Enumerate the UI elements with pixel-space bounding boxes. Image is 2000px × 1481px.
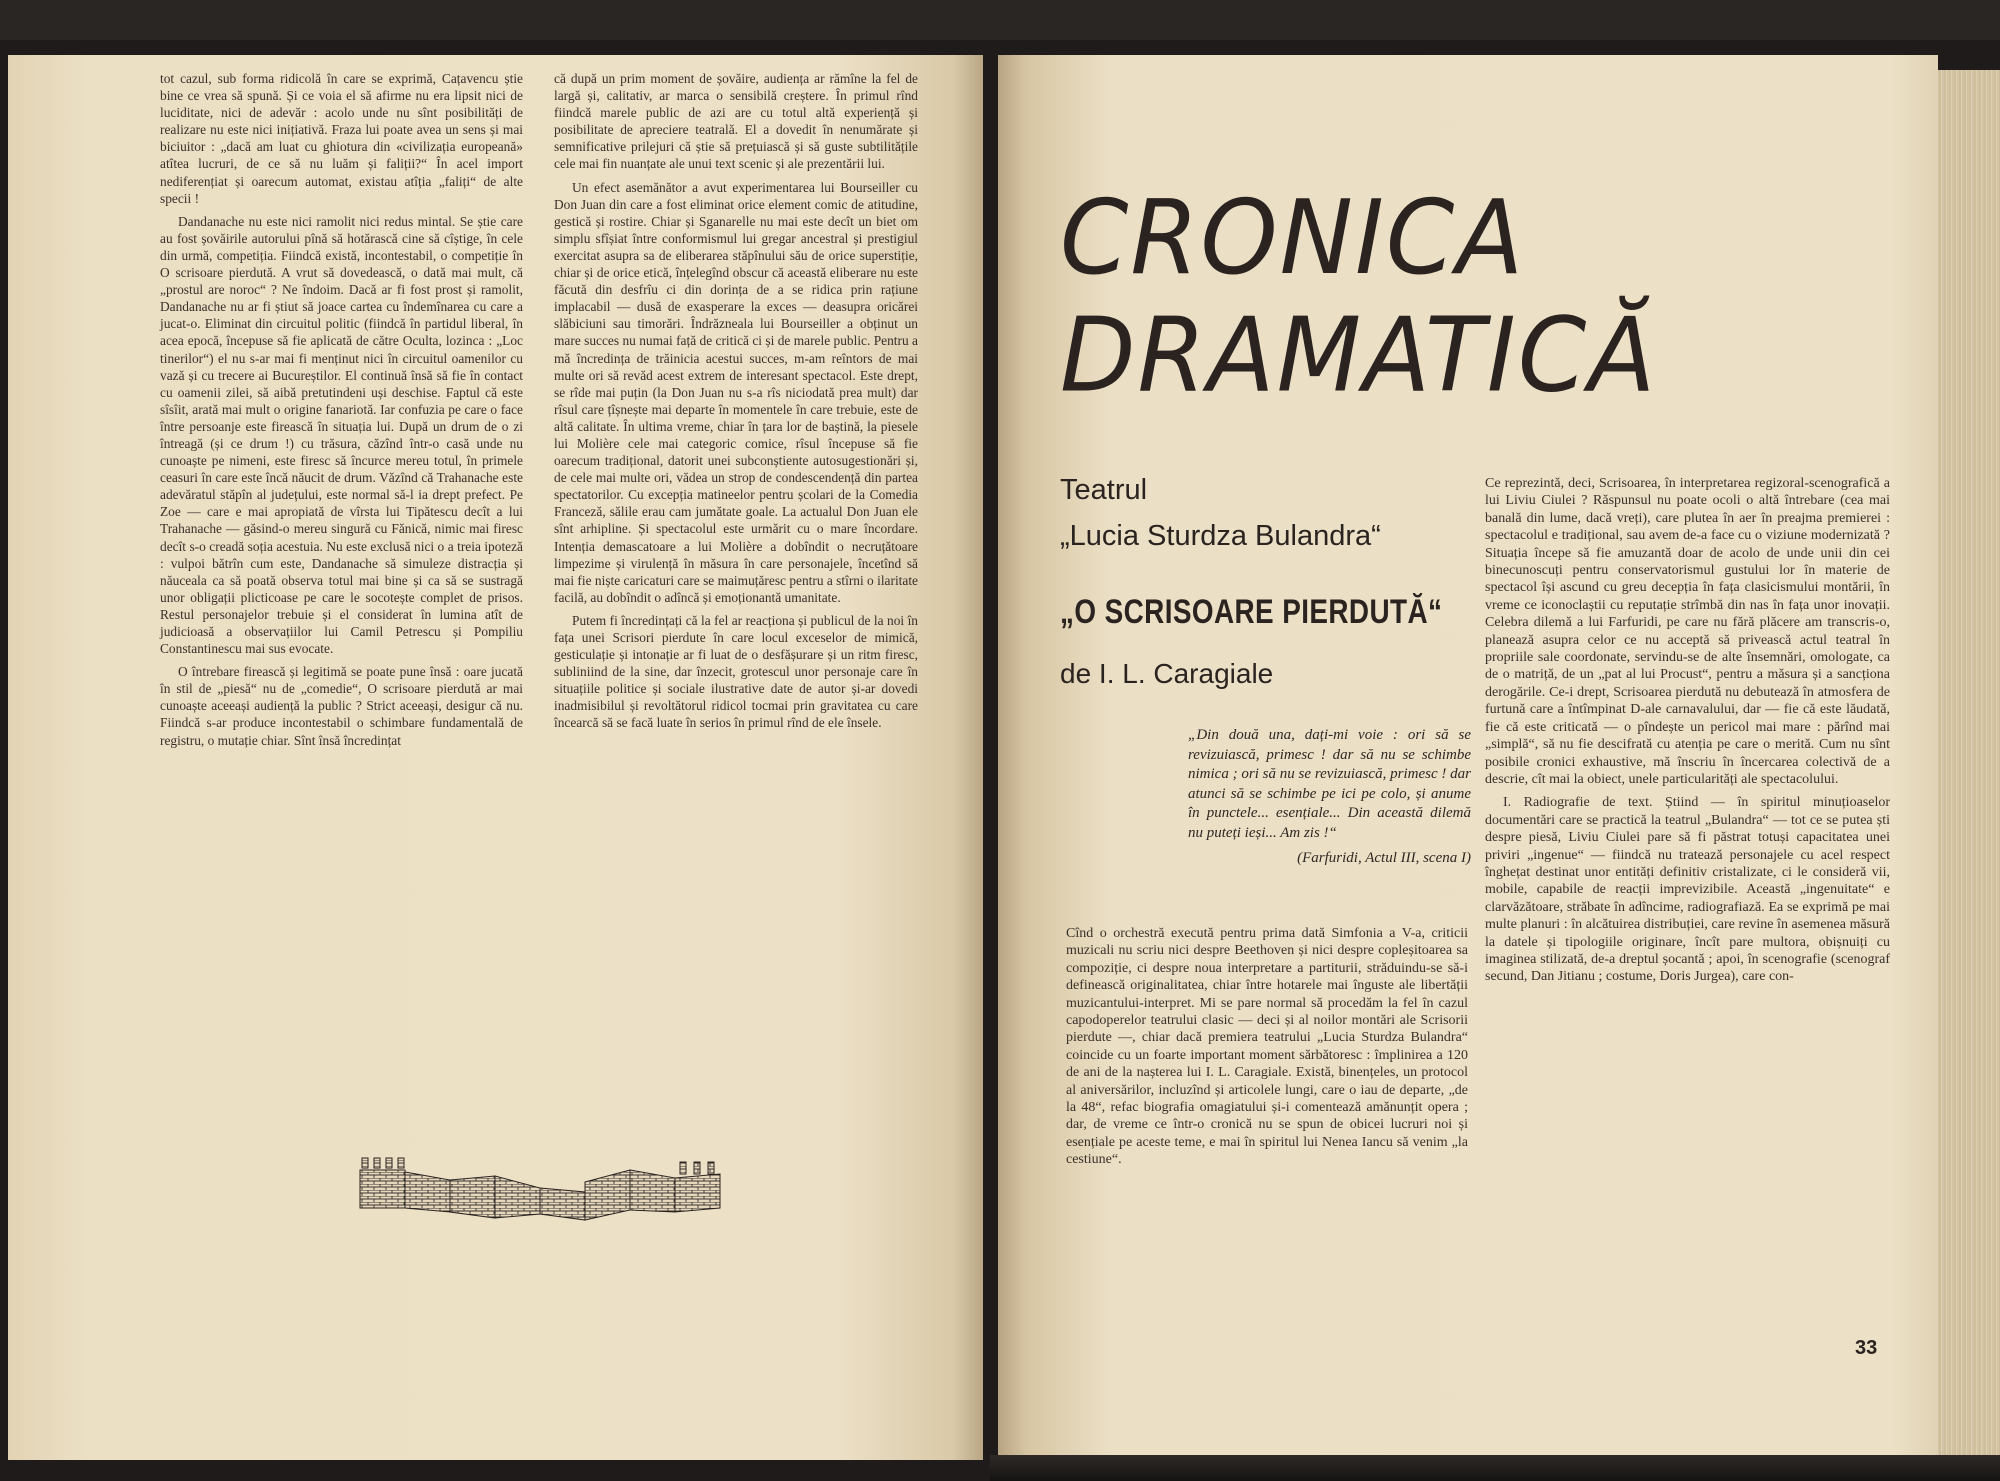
right-page-column-2 <box>1485 475 1890 986</box>
paragraph: O întrebare firească și legitimă se poate pune însă : oare jucată în stil de „piesă“ nu de „comedie“, O scrisoare pierdută ar mai cunoaște aceeași audiență la public ? Strict aceeași, desigur că nu. Fiindcă s-ar produce incontestabil o schimbare fundamentală de registru, o mutație chiar. Sînt însă încredințat <box>160 664 523 748</box>
paragraph: Putem fi încredințați că la fel ar reacționa și publicul de la noi în fața unei Scrisori pierdute în care locul exceselor de mimică, gesticulație și intonație ar fi luat de o desfășurare și un ritm firesc, subliniind de la sine, dar înzecit, grotescul unor personaje care în situațiile politice și sociale ilustrative date de autor și-ar dovedi inadmisibilul și revoltătorul ridicol tocmai prin gravitatea cu care încearcă să se facă luate în serios în primul rînd de ele însele. <box>554 612 918 731</box>
brick-wall-ornament <box>350 1148 730 1230</box>
paragraph: Un efect asemănător a avut experimentarea lui Bourseiller cu Don Juan din care a fost eliminat orice element comic de atitudine, gestică și rostire. Chiar și Sganarelle nu mai este decît un biet om simplu sfîșiat între conformismul lui gregar ancestral și prestigiul exercitat asupra sa de eliberarea stăpînului său de orice superstiție, chiar și de orice etică, înțelegînd obscur că această eliberare nu este făcută din desfrîu ci din dorința de a se ridica prin rațiune implacabil — dusă de exasperare la exces — deasupra oricărei slăbiciuni sau timorări. Îndrăzneala lui Bourseiller a obținut un mare succes nu numai față de critică ci și de marele public. Pentru a mă încredința de trăinicia acestui succes, m-am reîntors de mai multe ori să revăd acest extrem de interesant spectacol. Este drept, se rîde mai puțin (la Don Juan nu s-a rîs niciodată prea mult) dar rîsul care țîșnește mai departe în momentele în care trebuie, este de altă calitate. În ultima vreme, chiar în țara lor de baștină, la piesele lui Molière cele mai categoric comice, rîsul începuse să fie oarecum tradițional, datorit unei subconștiente autosugestionări și, de cele mai multe ori, vădea un strop de condescendență din partea spectatorilor. Cu excepția matineelor pentru școlari de la Comedia Franceză, sălile erau cam jumătate goale. La actualul Don Juan ele sînt arhipline. Și spectacolul este urmărit cu o mare încordare. Intenția demascatoare a lui Molière a dobîndit o necruțătoare limpezime și virulență în măsura în care personajele, încetînd să mai fie niște caricaturi care se maimuțăresc pentru a stîrni o ilaritate facilă, au dobîndit o adîncă și emoționantă umanitate. <box>554 179 918 605</box>
paragraph: Cînd o orchestră execută pentru prima dată Simfonia a V-a, criticii muzicali nu scriu nici despre Beethoven și nici despre copleșitoarea sa compoziție, ci despre noua interpretare a partiturii, străduindu-se să-i definească originalitatea, chiar între hotarele mai înguste ale libertății muzicantului-interpret. Mi se pare normal să procedăm la fel în cazul capodoperelor teatrului clasic — deci și al noilor montări ale Scrisorii pierdute —, chiar dacă premiera teatrului „Lucia Sturdza Bulandra“ coincide cu un foarte important moment sărbătoresc : împlinirea a 120 de ani de la nașterea lui I. L. Caragiale. Există, binențeles, un protocol al aniversărilor, incluzînd și articolele lungi, care o iau de departe, „de la 48“, refac biografia omagiatului și-i comentează amănunțit opera ; dar, de vreme ce într-o cronică nu se spun de obicei lucruri noi și esențiale pe aceste teme, e mai în spiritul lui Nenea Iancu să venim „la cestiune“. <box>1066 926 1468 1168</box>
play-title: „O SCRISOARE PIERDUTĂ“ <box>1060 593 1443 631</box>
epigraph <box>1188 726 1471 869</box>
section-title <box>1060 179 1657 414</box>
review-heading <box>1060 470 1480 694</box>
title-line-2: DRAMATICĂ <box>1060 295 1658 416</box>
paragraph: că după un prim moment de șovăire, audiența ar rămîne la fel de largă și, calitativ, ar marca o sensibilă creștere. În primul rînd fiindcă marele public de azi are cu totul altă experiență și posibilitate de apreciere teatrală. El a dovedit în nenumărate și semnificative prilejuri că știe să prețuiască și să guste subtilitățile cele mai fin nuanțate ale unui text scenic și ale prezentării lui. <box>554 71 918 172</box>
paragraph: I. Radiografie de text. Știind — în spiritul minuțioaselor documentări care se practică la teatrul „Bulandra“ — tot ce se putea ști despre piesă, Liviu Ciulei pare să fi păstrat totuși capacitatea unei priviri „ingenue“ — fiindcă nu tratează personajele cu acel respect înghețat destinat unor entități definitiv cristalizate, ci le consideră vii, mobile, capabile de reacții imprevizibile. Această „ingenuitate“ e clarvăzătoare, străbate în adîncime, radiografiază. Ea se exprimă pe mai multe planuri : în alcătuirea distribuției, care revine în asemenea măsură la datele și tipologiile originare, încît pare multora, obișnuiți cu imaginea stilizată, de-a dreptul șocantă ; apoi, în scenografie (scenograf secund, Dan Jitianu ; costume, Doris Jurgea), care con- <box>1485 795 1890 985</box>
cover-edge <box>990 1455 2000 1481</box>
epigraph-text: „Din două una, dați-mi voie : ori să se revizuiască, primesc ! dar să nu se schimbe nimica ; ori să nu se revizuiască, primesc ! dar atunci să se schimbe pe ici pe colo, și anume în punctele... esențiale... Din această dilemă nu puteți ieși... Am zis !“ <box>1188 727 1471 841</box>
right-page-column-1 <box>1066 925 1468 1169</box>
title-line-1: CRONICA <box>1060 178 1526 299</box>
theatre-name: „Lucia Sturdza Bulandra“ <box>1060 520 1381 552</box>
paragraph: tot cazul, sub forma ridicolă în care se exprimă, Cațavencu știe bine ce vrea să spună. Și ce voia el să afirme nu era lipsit nici de luciditate, nici de adevăr : acolo unde nu sînt posibilități de realizare nu este nici inițiativă. Fraza lui poate avea un sens și mai biciuitor : „dacă am luat cu ghiotura din «civilizația europeană» atîtea lucruri, de ce să nu luăm și faliții?“ În acel import nediferențiat și oarecum automat, existau atîția „faliți“ de alte specii ! <box>160 71 523 206</box>
page-edges <box>1938 70 2000 1465</box>
page-number: 33 <box>1855 1337 1878 1359</box>
epigraph-source: (Farfuridi, Actul III, scena I) <box>1297 850 1471 866</box>
paragraph: Ce reprezintă, deci, Scrisoarea, în interpretarea regizoral-scenografică a lui Liviu Ciulei ? Răspunsul nu poate ocoli o altă întrebare (cea mai banală din lume, dacă vreți), care plutea în aer în preajma premierei : spectacolul e tradițional, sau avem de-a face cu o viziune modernizată ? Situația începe să fie amuzantă doar de acolo de unde unii din cei binecunoscuți pentru conservatorismul gustului lor în materie de spectacol își ascund cu greu decepția în fața clasicismului montării, în vreme ce iconoclaștii cu reputație strîmbă din nas în fața unor inovații. Celebra dilemă a lui Farfuridi, pe care nu fără plăcere am transcris-o, planează asupra celor ce nu acceptă să privească actul teatral în propriile sale coordonate, servindu-se de alte însemnări, omologate, ca de o matriță, de un „pat al lui Procust“, pentru a măsura și a sancționa derogările. Ce-i drept, Scrisoarea pierdută nu debutează în atmosfera de furtună care a întîmpinat D-ale carnavalului, dar — fie că este lăudată, fie că este criticată — o pîndește un pericol mai mare : părînd mai „simplă“, să nu fie descifrată cu atenția pe care o merită. Cum nu sînt posibile cronici exhaustive, mă înscriu în încercarea colectivă de a descrie, cît mai la obiect, unele particularități ale spectacolului. <box>1485 476 1890 787</box>
author-line: de I. L. Caragiale <box>1060 658 1274 689</box>
theatre-label: Teatrul <box>1060 474 1148 506</box>
left-page-column-1 <box>160 70 523 749</box>
paragraph: Dandanache nu este nici ramolit nici redus mintal. Se știe care au fost șovăirile autorului pînă să hotărască cine să cîștige, în cele din urmă, competiția. Fiindcă există, incontestabil, o competiție în O scrisoare pierdută. A vrut să dovedească, o dată mai mult, că „prostul are noroc“ ? Ne îndoim. Dacă ar fi fost prost și ramolit, Dandanache nu ar fi știut să joace cartea cu îndemînarea cu care a jucat-o. Eliminat din circuitul politic (fiindcă în partidul liberal, în acea epocă, începuse să fie aplicată de către Oculta, lozinca : „Loc tinerilor“) el nu s-ar mai fi menținut nici în circuitul oamenilor cu vază și cu trecere ai Bucureștilor. El continuă însă să fie în contact cu oamenii zilei, să aibă pretutindeni uși deschise. Faptul că este sîsîit, arată mai mult o origine fanariotă. Iar confuzia pe care o face între persoanje este firească în situația lui. După un drum de o zi întreagă (și ce drum !) cu trăsura, căzînd într-o casă unde nu cunoaște pe nimeni, este firesc să încurce mereu totul, în primele ceasuri în care este încă năucit de drum. Văzînd că Trahanache este adevăratul stăpîn al județului, este normal să-l ia drept prefect. Pe Zoe — care e mai apropiată de vîrsta lui Tipătescu decît a lui Trahanache — găsind-o mereu singură cu Fănică, nimic mai firesc decît s-o creadă soția acestuia. Nu este exclusă nici o a treia ipoteză : vulpoi bătrîn cum este, Dandanache să simuleze distracția și năuceala ca să poată observa totul mai bine și ca să se sustragă unor obligații plicticoase pe care le socotește complet de prisos. Restul personajelor trebuie și el considerat în lumina atît de judicioasă a observațiilor lui Camil Petrescu și Pompiliu Constantinescu mai sus evocate. <box>160 213 523 657</box>
left-page-column-2 <box>554 70 918 732</box>
